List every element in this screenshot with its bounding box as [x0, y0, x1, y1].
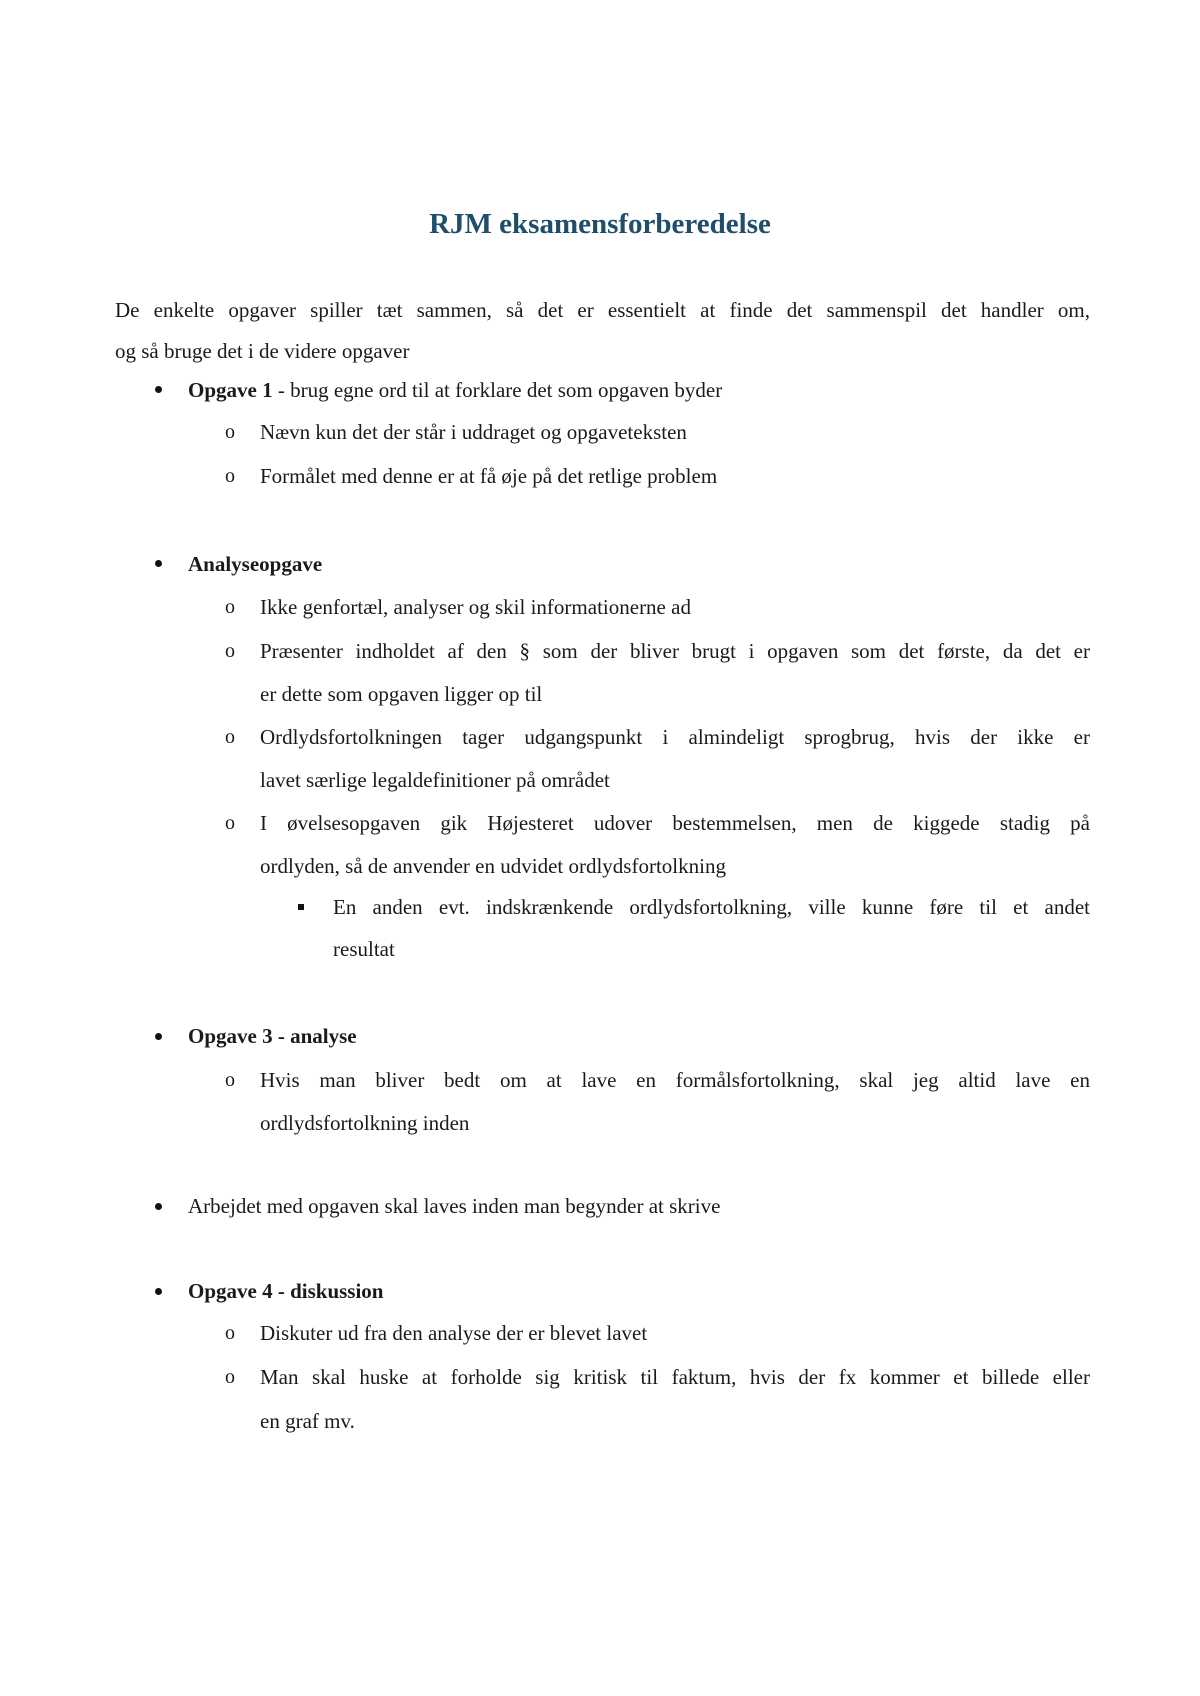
list-item: Ordlydsfortolkningen tager udgangspunkt i almindeligt sprogbrug, hvis der ikke er	[260, 725, 1090, 749]
circle-bullet: o	[225, 421, 235, 443]
document-title: RJM eksamensforberedelse	[429, 208, 771, 240]
bullet-dot	[155, 1033, 162, 1040]
list-item-continuation: lavet særlige legaldefinitioner på området	[260, 768, 610, 792]
list-item: Ikke genfortæl, analyser og skil informationerne ad	[260, 595, 691, 619]
list-item: Præsenter indholdet af den § som der bliver brugt i opgaven som det første, da det er	[260, 639, 1090, 663]
square-bullet	[298, 904, 304, 910]
bullet-dot	[155, 386, 162, 393]
circle-bullet: o	[225, 1322, 235, 1344]
list-item-continuation: ordlyden, så de anvender en udvidet ordlydsfortolkning	[260, 854, 726, 878]
list-item: I øvelsesopgaven gik Højesteret udover bestemmelsen, men de kiggede stadig på	[260, 811, 1090, 835]
section-heading-opgave-3: Opgave 3 - analyse	[188, 1024, 357, 1048]
bullet-dot	[155, 1203, 162, 1210]
sub-list-item: En anden evt. indskrænkende ordlydsfortolkning, ville kunne føre til et andet	[333, 895, 1090, 919]
section-heading-opgave-4: Opgave 4 - diskussion	[188, 1279, 384, 1303]
bullet-dot	[155, 560, 162, 567]
circle-bullet: o	[225, 812, 235, 834]
section-heading-analyseopgave: Analyseopgave	[188, 552, 323, 576]
circle-bullet: o	[225, 1366, 235, 1388]
circle-bullet: o	[225, 726, 235, 748]
intro-line-2: og så bruge det i de videre opgaver	[115, 339, 410, 363]
sub-list-item-continuation: resultat	[333, 937, 395, 961]
circle-bullet: o	[225, 640, 235, 662]
list-item: Formålet med denne er at få øje på det retlige problem	[260, 464, 718, 488]
circle-bullet: o	[225, 1069, 235, 1091]
list-item: Hvis man bliver bedt om at lave en formålsfortolkning, skal jeg altid lave en	[260, 1068, 1090, 1092]
list-item-continuation: er dette som opgaven ligger op til	[260, 682, 543, 706]
list-item-continuation: ordlydsfortolkning inden	[260, 1111, 470, 1135]
list-item-continuation: en graf mv.	[260, 1409, 355, 1433]
bullet-dot	[155, 1288, 162, 1295]
list-item: Nævn kun det der står i uddraget og opgaveteksten	[260, 420, 687, 444]
circle-bullet: o	[225, 596, 235, 618]
intro-line-1: De enkelte opgaver spiller tæt sammen, så det er essentielt at finde det sammenspil det handler om,	[115, 298, 1090, 322]
circle-bullet: o	[225, 465, 235, 487]
section-heading-opgave-1: Opgave 1 - brug egne ord til at forklare det som opgaven byder	[188, 378, 723, 402]
bullet-text: Arbejdet med opgaven skal laves inden man begynder at skrive	[188, 1194, 721, 1218]
list-item: Diskuter ud fra den analyse der er blevet lavet	[260, 1321, 648, 1345]
list-item: Man skal huske at forholde sig kritisk til faktum, hvis der fx kommer et billede eller	[260, 1365, 1090, 1389]
